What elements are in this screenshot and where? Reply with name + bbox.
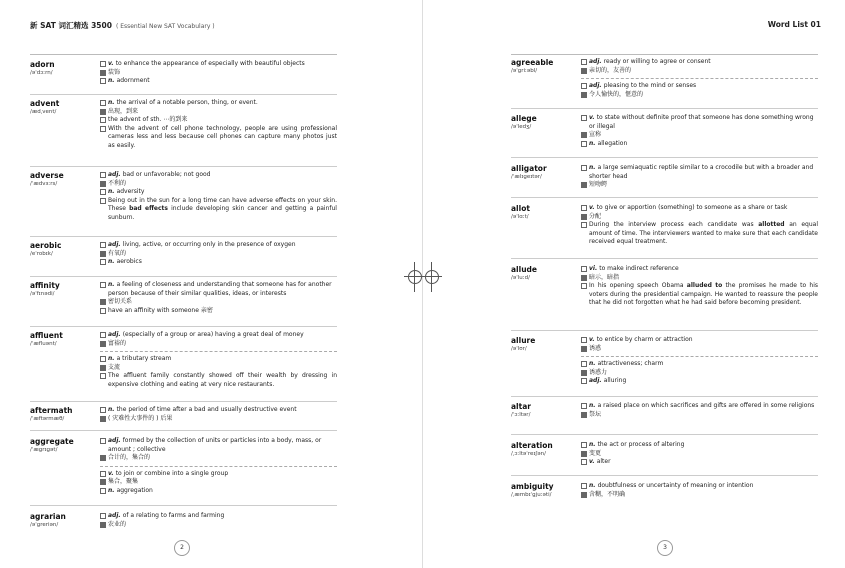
- vocab-entry: [30, 171, 337, 233]
- part-of-speech: n.: [589, 402, 596, 409]
- english-tag-icon: [100, 242, 106, 248]
- entry-divider: [30, 401, 337, 402]
- headword: adorn: [30, 60, 55, 69]
- entry-body: [100, 331, 337, 390]
- vocab-entry: [511, 482, 818, 506]
- definition: to give or apportion (something) to someone as a share or task: [596, 204, 788, 211]
- example-tag-icon: [100, 198, 106, 204]
- example-sentence: With the advent of cell phone technology, people are using professional cameras less and less because cell phones can capture many photos just as easily.: [108, 124, 337, 149]
- entry-divider: [511, 475, 818, 476]
- headword: aftermath: [30, 406, 73, 415]
- entry-body: [100, 241, 337, 267]
- part-of-speech: adj.: [589, 82, 602, 90]
- chinese-definition: 亲切的，友善的: [589, 66, 632, 74]
- definition: a large semiaquatic reptile similar to a crocodile but with a broader and shorter head: [589, 164, 814, 180]
- phonetic: /ˈæftərmæθ/: [30, 416, 65, 422]
- chinese-definition: 富裕的: [108, 339, 127, 347]
- phonetic: /ˈɔːltər/: [511, 412, 531, 418]
- phrase-tag-icon: [100, 308, 106, 314]
- chinese-definition: 出现，到来: [108, 107, 139, 115]
- phonetic: /əˈluːd/: [511, 275, 530, 281]
- vocab-entry: [511, 114, 818, 154]
- headword: affluent: [30, 331, 63, 340]
- derivative: aggregation: [116, 486, 153, 494]
- entry-divider: [30, 276, 337, 277]
- entry-body: [581, 336, 818, 386]
- definition: formed by the collection of units or particles into a body, mass, or amount ; collective: [108, 437, 322, 453]
- part-of-speech: v.: [108, 60, 114, 67]
- example-sentence: Being out in the sun for a long time can have adverse effects on your skin. These: [108, 196, 337, 213]
- derivative-tag-icon: [581, 141, 587, 147]
- definition: to entice by charm or attraction: [596, 336, 693, 343]
- sense-divider: [581, 78, 818, 79]
- vocab-entry: [30, 512, 337, 536]
- part-of-speech: n.: [589, 164, 596, 171]
- phrase: have an affinity with someone 亲密: [108, 306, 213, 314]
- chinese-definition: 变更: [589, 449, 602, 457]
- definition: (especially of a group or area) having a great deal of money: [122, 331, 304, 338]
- phonetic: /əˈɡreriən/: [30, 522, 59, 528]
- entry-body: [581, 114, 818, 148]
- definition: to join or combine into a single group: [115, 469, 229, 477]
- headword: agreeable: [511, 58, 554, 67]
- english-tag-icon: [581, 483, 587, 489]
- derivative: adversity: [116, 188, 145, 196]
- vocab-entry: [511, 402, 818, 432]
- example-sentence: During the interview process each candidate was: [589, 221, 759, 229]
- derivative-tag-icon: [100, 189, 106, 195]
- part-of-speech: v.: [589, 458, 595, 466]
- headword: allege: [511, 114, 537, 123]
- entry-body: [581, 482, 818, 499]
- derivative-tag-icon: [581, 459, 587, 465]
- entry-body: [100, 171, 337, 223]
- vocab-entry: [511, 336, 818, 394]
- book-title: 新 SAT 词汇精选 3500: [30, 21, 112, 30]
- chinese-tag-icon: [581, 346, 587, 352]
- part-of-speech: v.: [589, 204, 595, 211]
- definition: a raised place on which sacrifices and gifts are offered in some religions: [597, 402, 815, 409]
- chinese-tag-icon: [581, 132, 587, 138]
- phonetic: /əˈdɔːrn/: [30, 70, 53, 76]
- english-tag-icon: [100, 438, 106, 444]
- derivative-tag-icon: [581, 378, 587, 384]
- headword: ambiguity: [511, 482, 554, 491]
- entry-divider: [511, 434, 818, 435]
- entry-body: [100, 512, 337, 529]
- part-of-speech: v.: [589, 336, 595, 343]
- vocab-entry: [30, 241, 337, 275]
- example-tag-icon: [100, 373, 106, 379]
- phonetic: /ˌæmbɪˈɡjuːəti/: [511, 492, 552, 498]
- part-of-speech: n.: [589, 441, 596, 448]
- part-of-speech: n.: [108, 281, 115, 288]
- phonetic: /əˈfɪnədi/: [30, 291, 55, 297]
- english-tag-icon: [100, 172, 106, 178]
- chinese-tag-icon: [100, 70, 106, 76]
- chinese-definition: 令人愉快的，惬意的: [589, 90, 644, 98]
- phonetic: /ˌɔːltəˈreɪʃən/: [511, 451, 546, 457]
- chinese-tag-icon: [100, 109, 106, 115]
- part-of-speech: n.: [589, 139, 596, 147]
- chinese-definition: 有氧的: [108, 249, 127, 257]
- english-tag-icon: [100, 513, 106, 519]
- entry-body: [581, 204, 818, 247]
- example-sentence: the promises he made to his voters during the presidential campaign. He wanted to reassure the people that he did not forgotten what he had said before becoming president.: [589, 282, 818, 307]
- chinese-tag-icon: [100, 365, 106, 371]
- entry-divider: [511, 330, 818, 331]
- chinese-definition: 不利的: [108, 179, 127, 187]
- derivative: aerobics: [116, 258, 142, 266]
- part-of-speech: adj.: [108, 171, 121, 178]
- vocab-entry: [30, 406, 337, 430]
- entry-divider: [511, 197, 818, 198]
- example-sentence: an equal amount of time. The interviewers wanted to make sure that each candidate received equal treatment.: [589, 221, 818, 246]
- entry-divider: [30, 430, 337, 431]
- example-sentence: In his opening speech Obama: [589, 282, 687, 290]
- chinese-definition: 含糊，不明确: [589, 490, 626, 498]
- headword: alteration: [511, 441, 553, 450]
- chinese-tag-icon: [100, 299, 106, 305]
- chinese-tag-icon: [581, 492, 587, 498]
- vocab-entry: [30, 331, 337, 403]
- chinese-definition: 短吻鳄: [589, 181, 608, 189]
- right-page: [423, 0, 845, 568]
- phonetic: /əˈlɑːt/: [511, 214, 529, 220]
- definition: bad or unfavorable; not good: [122, 171, 211, 178]
- chinese-definition: 农业的: [108, 520, 127, 528]
- header-divider: [30, 54, 337, 55]
- part-of-speech: vi.: [589, 265, 598, 272]
- part-of-speech: adj.: [108, 241, 121, 248]
- english-tag-icon: [581, 115, 587, 121]
- vocab-entry: [30, 60, 337, 94]
- derivative: alter: [596, 458, 611, 466]
- english-tag-icon: [100, 356, 106, 362]
- headword: agrarian: [30, 512, 66, 521]
- page-number: 3: [657, 540, 673, 556]
- english-tag-icon: [581, 442, 587, 448]
- part-of-speech: v.: [108, 469, 114, 477]
- vocab-entry: [511, 58, 818, 108]
- entry-body: [100, 99, 337, 151]
- part-of-speech: n.: [108, 486, 115, 494]
- chinese-tag-icon: [100, 341, 106, 347]
- part-of-speech: n.: [108, 77, 115, 85]
- definition: the period of time after a bad and usually destructive event: [116, 406, 297, 413]
- english-tag-icon: [581, 266, 587, 272]
- example-tag-icon: [581, 222, 587, 228]
- entry-divider: [30, 505, 337, 506]
- page-header: Word List 01: [767, 20, 821, 29]
- entry-body: [581, 265, 818, 308]
- chinese-tag-icon: [581, 68, 587, 74]
- entry-body: [100, 281, 337, 315]
- chinese-definition: 祭坛: [589, 410, 602, 418]
- definition: of a relating to farms and farming: [122, 512, 225, 519]
- vocab-entry: [511, 265, 818, 329]
- chinese-definition: ( 灾难性大事件的 ) 后果: [108, 414, 173, 422]
- vocab-entry: [30, 437, 337, 503]
- phonetic: /ˈæfluənt/: [30, 341, 57, 347]
- entry-divider: [30, 94, 337, 95]
- english-tag-icon: [581, 403, 587, 409]
- chinese-tag-icon: [581, 412, 587, 418]
- example-highlight: alluded to: [686, 282, 723, 290]
- chinese-tag-icon: [100, 251, 106, 257]
- part-of-speech: n.: [108, 258, 115, 266]
- vocab-entry: [511, 164, 818, 194]
- entry-body: [581, 402, 818, 419]
- chinese-tag-icon: [581, 214, 587, 220]
- headword: aerobic: [30, 241, 62, 250]
- phrase: the advent of sth. ⋯的到来: [108, 116, 188, 124]
- example-sentence: The affluent family constantly showed off their wealth by dressing in expensive clothing and eating at very nice restaurants.: [108, 372, 337, 388]
- entry-divider: [511, 157, 818, 158]
- english-tag-icon: [581, 205, 587, 211]
- definition: pleasing to the mind or senses: [603, 82, 697, 90]
- entry-divider: [30, 326, 337, 327]
- definition: to enhance the appearance of especially with beautiful objects: [115, 60, 305, 67]
- headword: adverse: [30, 171, 64, 180]
- sense-divider: [100, 466, 337, 467]
- english-tag-icon: [581, 59, 587, 65]
- english-tag-icon: [581, 361, 587, 367]
- entry-divider: [511, 108, 818, 109]
- chinese-definition: 暗示，暗指: [589, 273, 620, 281]
- entry-body: [100, 60, 337, 86]
- chinese-tag-icon: [100, 455, 106, 461]
- english-tag-icon: [100, 100, 106, 106]
- entry-divider: [30, 166, 337, 167]
- headword: allot: [511, 204, 530, 213]
- chinese-tag-icon: [100, 181, 106, 187]
- english-tag-icon: [100, 332, 106, 338]
- page-header: [30, 20, 215, 31]
- headword: allure: [511, 336, 536, 345]
- phonetic: /eˈrobɪk/: [30, 251, 53, 257]
- header-divider: [511, 54, 818, 55]
- part-of-speech: adj.: [108, 512, 121, 519]
- part-of-speech: adj.: [108, 437, 121, 444]
- phonetic: /əˈledʒ/: [511, 124, 532, 130]
- english-tag-icon: [100, 407, 106, 413]
- chinese-definition: 诱惑: [589, 344, 602, 352]
- definition: attractiveness; charm: [597, 360, 664, 368]
- entry-body: [100, 437, 337, 496]
- derivative-tag-icon: [100, 488, 106, 494]
- entry-body: [581, 58, 818, 99]
- phonetic: /əˈɡriːəbl/: [511, 68, 538, 74]
- chinese-definition: 诱惑力: [589, 368, 608, 376]
- example-tag-icon: [100, 126, 106, 132]
- derivative-tag-icon: [100, 78, 106, 84]
- headword: alligator: [511, 164, 547, 173]
- definition: living, active, or occurring only in the presence of oxygen: [122, 241, 296, 248]
- headword: affinity: [30, 281, 60, 290]
- part-of-speech: n.: [589, 360, 596, 368]
- english-tag-icon: [100, 61, 106, 67]
- english-tag-icon: [581, 337, 587, 343]
- part-of-speech: adj.: [589, 377, 602, 385]
- headword: allude: [511, 265, 537, 274]
- phonetic: /ædˌvent/: [30, 109, 57, 115]
- chinese-tag-icon: [100, 416, 106, 422]
- example-sentence: include developing skin cancer and getting a painful sunburn.: [108, 205, 337, 221]
- derivative: alluring: [603, 377, 627, 385]
- derivative-tag-icon: [100, 259, 106, 265]
- chinese-tag-icon: [100, 479, 106, 485]
- entry-divider: [511, 396, 818, 397]
- chinese-tag-icon: [581, 182, 587, 188]
- definition: ready or willing to agree or consent: [603, 58, 711, 65]
- part-of-speech: n.: [108, 99, 115, 106]
- example-tag-icon: [581, 283, 587, 289]
- english-tag-icon: [100, 282, 106, 288]
- chinese-tag-icon: [581, 451, 587, 457]
- headword: altar: [511, 402, 531, 411]
- sense-divider: [581, 356, 818, 357]
- part-of-speech: adj.: [589, 58, 602, 65]
- part-of-speech: n.: [108, 406, 115, 413]
- chinese-definition: 集合，聚集: [108, 478, 139, 486]
- vocab-entry: [511, 204, 818, 256]
- left-page: [0, 0, 422, 568]
- phonetic: /əˈlʊr/: [511, 346, 527, 352]
- phrase-tag-icon: [100, 117, 106, 123]
- english-tag-icon: [581, 83, 587, 89]
- vocab-entry: [30, 99, 337, 163]
- definition: to make indirect reference: [599, 265, 679, 272]
- entry-divider: [30, 236, 337, 237]
- example-highlight: bad effects: [129, 205, 168, 213]
- phonetic: /ˈæɡrɪɡət/: [30, 447, 58, 453]
- page-number: 2: [174, 540, 190, 556]
- chinese-definition: 分配: [589, 212, 602, 220]
- headword: aggregate: [30, 437, 74, 446]
- english-tag-icon: [581, 165, 587, 171]
- chinese-tag-icon: [100, 522, 106, 528]
- definition: a tributary stream: [116, 355, 172, 363]
- phonetic: /ˈædvɜːrs/: [30, 181, 58, 187]
- chinese-tag-icon: [581, 92, 587, 98]
- definition: the arrival of a notable person, thing, or event.: [116, 99, 258, 106]
- entry-body: [100, 406, 337, 423]
- definition: a feeling of closeness and understanding that someone has for another person because of their similar qualities, ideas, or interests: [108, 281, 332, 297]
- sense-divider: [100, 351, 337, 352]
- definition: to state without definite proof that someone has done something wrong or illegal: [589, 114, 814, 130]
- part-of-speech: adj.: [108, 331, 121, 338]
- entry-body: [581, 441, 818, 467]
- example-highlight: allotted: [758, 221, 785, 229]
- chinese-definition: 支流: [108, 363, 121, 371]
- part-of-speech: n.: [108, 188, 115, 196]
- definition: doubtfulness or uncertainty of meaning or intention: [597, 482, 754, 489]
- chinese-definition: 合计的，集合的: [108, 454, 151, 462]
- chinese-tag-icon: [581, 275, 587, 281]
- chinese-definition: 装饰: [108, 68, 121, 76]
- book-subtitle: ( Essential New SAT Vocabulary ): [115, 23, 215, 30]
- derivative: adornment: [116, 77, 150, 85]
- vocab-entry: [511, 441, 818, 473]
- phonetic: /ˈælɪɡeɪtər/: [511, 174, 542, 180]
- part-of-speech: n.: [108, 355, 115, 363]
- vocab-entry: [30, 281, 337, 325]
- chinese-definition: 宣称: [589, 131, 602, 139]
- entry-body: [581, 164, 818, 190]
- part-of-speech: n.: [589, 482, 596, 489]
- english-tag-icon: [100, 471, 106, 477]
- definition: the act or process of altering: [597, 441, 685, 448]
- entry-divider: [511, 258, 818, 259]
- part-of-speech: v.: [589, 114, 595, 121]
- chinese-definition: 密切关系: [108, 298, 133, 306]
- headword: advent: [30, 99, 60, 108]
- derivative: allegation: [597, 139, 628, 147]
- chinese-tag-icon: [581, 370, 587, 376]
